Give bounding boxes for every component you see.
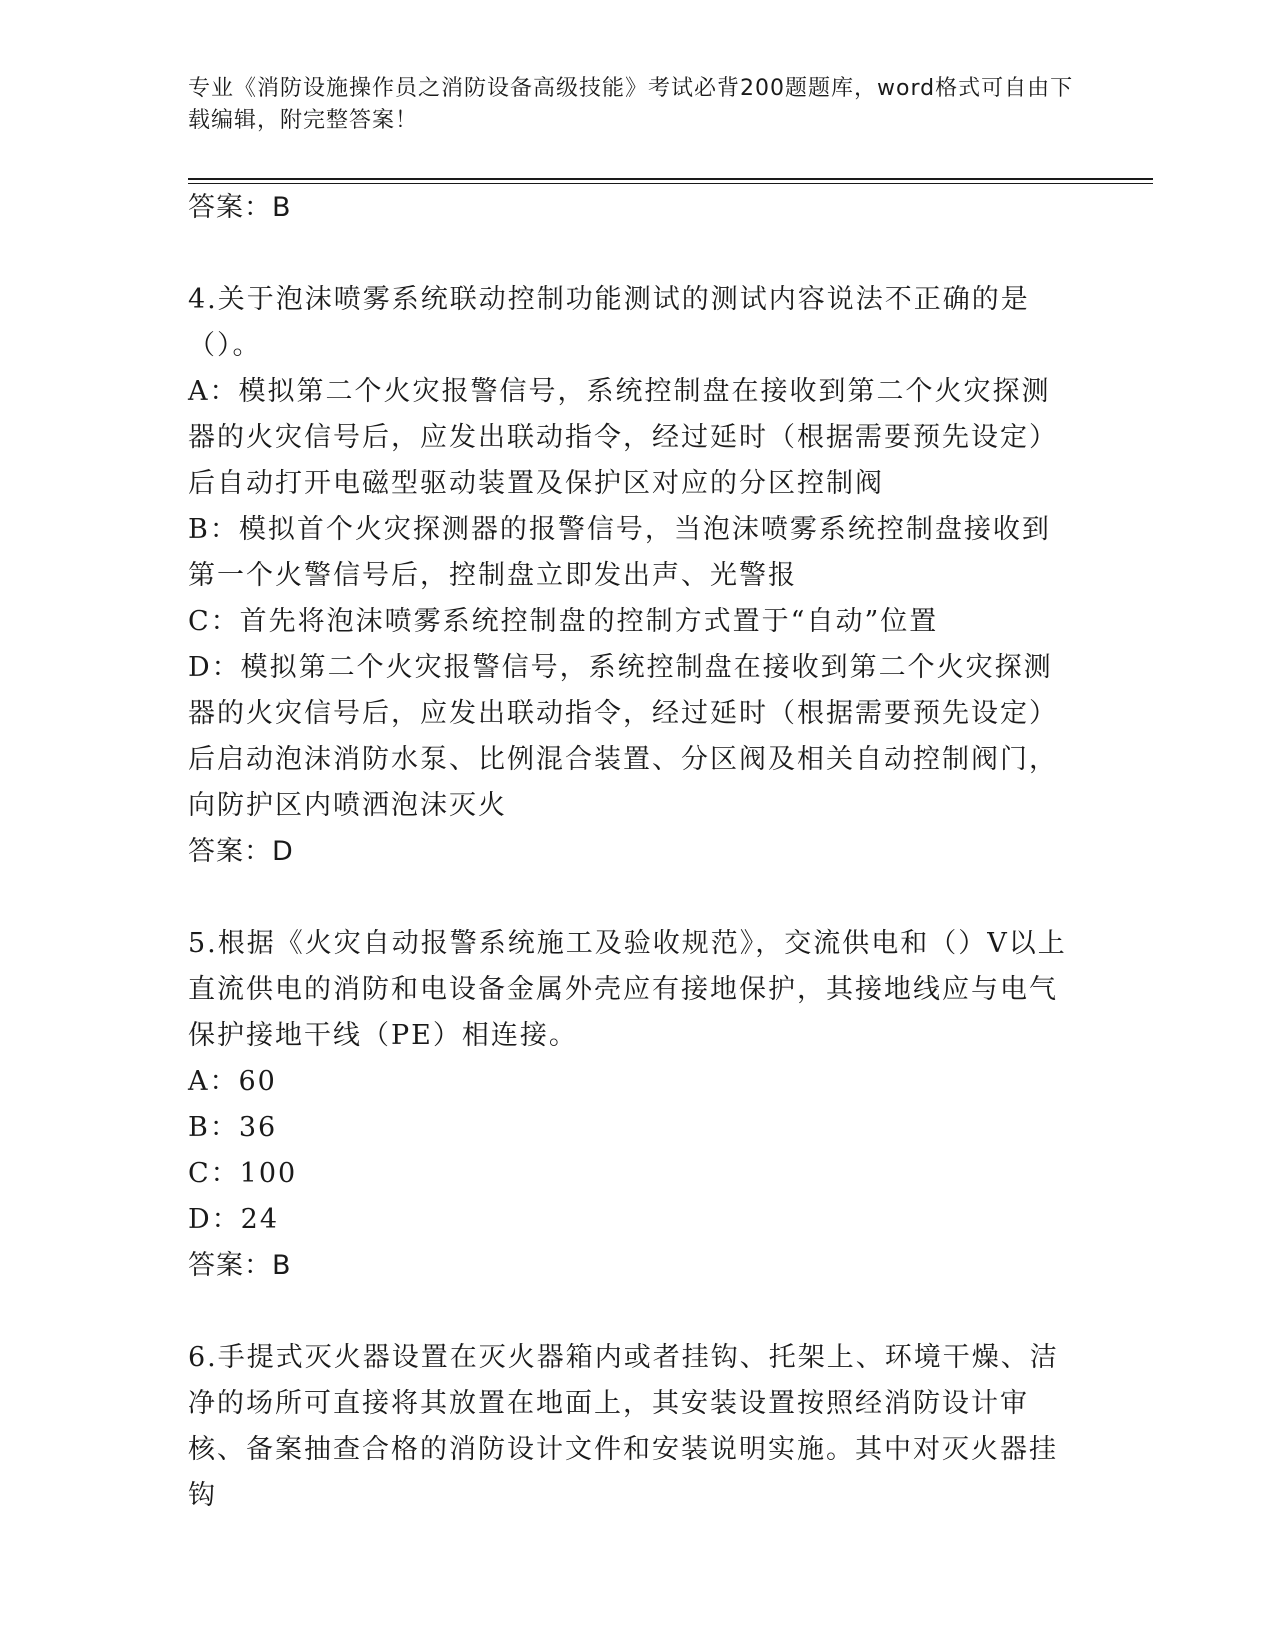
- question-5: [188, 921, 1078, 1289]
- question-4: [188, 277, 1078, 875]
- answer-label: 答案：B: [188, 192, 292, 223]
- answer-label: 答案：D: [188, 836, 294, 867]
- spacer: [188, 231, 1078, 277]
- question-text: 4.关于泡沫喷雾系统联动控制功能测试的测试内容说法不正确的是（）。: [188, 284, 1030, 361]
- question-text: 6.手提式灭火器设置在灭火器箱内或者挂钩、托架上、环境干燥、洁净的场所可直接将其放置在地面上，其安装设置按照经消防设计审核、备案抽查合格的消防设计文件和安装说明实施。其中对灭火器挂钩: [188, 1342, 1059, 1511]
- spacer: [188, 1289, 1078, 1335]
- option-c: C：100: [188, 1158, 298, 1189]
- option-a: A：60: [188, 1066, 277, 1097]
- question-6: [188, 1335, 1078, 1519]
- option-a: A：模拟第二个火灾报警信号，系统控制盘在接收到第二个火灾探测器的火灾信号后，应发出联动指令，经过延时（根据需要预先设定）后自动打开电磁型驱动装置及保护区对应的分区控制阀: [188, 376, 1058, 499]
- answer-label: 答案：B: [188, 1250, 292, 1281]
- spacer: [188, 875, 1078, 921]
- option-b: B：36: [188, 1112, 278, 1143]
- option-b: B：模拟首个火灾探测器的报警信号，当泡沫喷雾系统控制盘接收到第一个火警信号后，控制盘立即发出声、光警报: [188, 514, 1051, 591]
- option-d: D：24: [188, 1204, 280, 1235]
- header-divider-thick: [188, 178, 1153, 180]
- option-c: C：首先将泡沫喷雾系统控制盘的控制方式置于“自动”位置: [188, 606, 939, 637]
- question-text: 5.根据《火灾自动报警系统施工及验收规范》，交流供电和（）V以上直流供电的消防和电设备金属外壳应有接地保护，其接地线应与电气保护接地干线（PE）相连接。: [188, 928, 1067, 1051]
- option-d: D：模拟第二个火灾报警信号，系统控制盘在接收到第二个火灾探测器的火灾信号后，应发出联动指令，经过延时（根据需要预先设定）后启动泡沫消防水泵、比例混合装置、分区阀及相关自动控制阀门，向防护区内喷洒泡沫灭火: [188, 652, 1058, 821]
- document-header: 专业《消防设施操作员之消防设备高级技能》考试必背200题题库，word格式可自由下载编辑，附完整答案！: [188, 76, 1074, 133]
- header-divider-thin: [188, 183, 1153, 184]
- question-content: [188, 185, 1078, 1519]
